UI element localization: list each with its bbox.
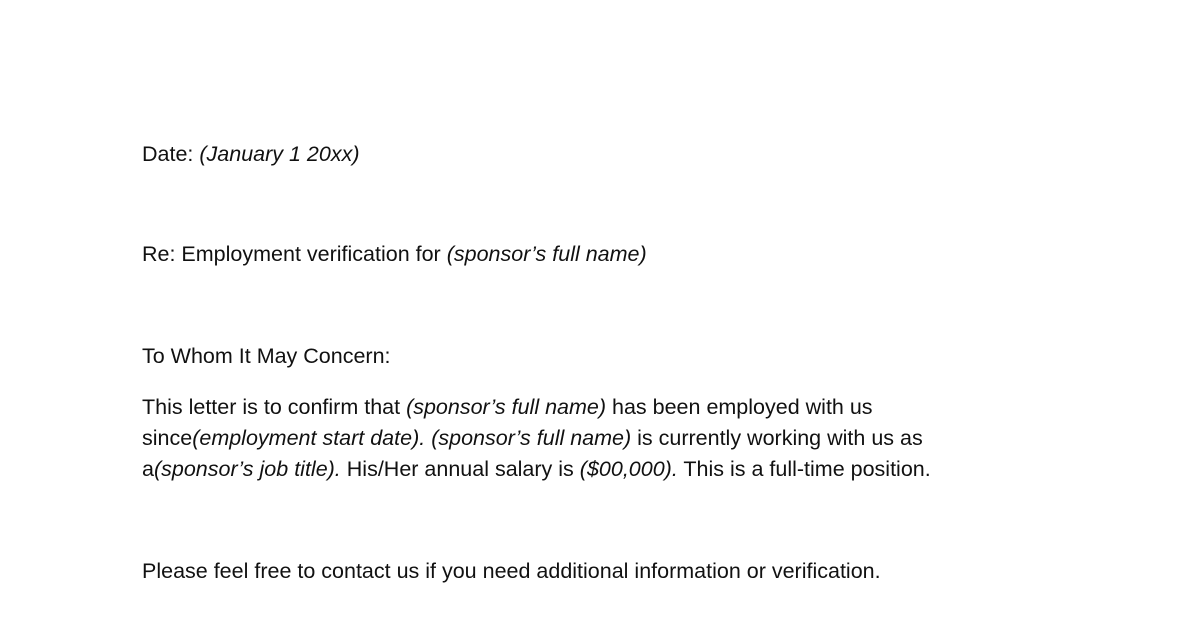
body-text: has been employed with us <box>606 395 873 419</box>
body-line-3 <box>142 454 931 485</box>
body-line-1 <box>142 392 931 423</box>
body-text: is currently working with us as <box>631 426 923 450</box>
placeholder-salary: ($00,000). <box>579 457 678 481</box>
date-value: (January 1 20xx) <box>199 142 360 166</box>
subject-label: Re: Employment verification for <box>142 242 447 266</box>
subject-sponsor-name: (sponsor’s full name) <box>446 242 647 266</box>
date-line <box>142 139 360 170</box>
date-label: Date: <box>142 142 200 166</box>
body-text: This is a full-time position. <box>677 457 931 481</box>
body-text: since <box>142 426 193 450</box>
body-text: His/Her annual salary is <box>340 457 580 481</box>
placeholder-start-date: (employment start date). <box>192 426 426 450</box>
salutation: To Whom It May Concern: <box>142 344 391 368</box>
body-text: This letter is to confirm that <box>142 395 407 419</box>
body-text: a <box>142 457 154 481</box>
body-paragraph <box>142 392 931 485</box>
subject-line <box>142 239 647 270</box>
placeholder-sponsor-name: (sponsor’s full name) <box>406 395 607 419</box>
closing-line: Please feel free to contact us if you need additional information or verification. <box>142 559 881 583</box>
placeholder-sponsor-name: (sponsor’s full name) <box>431 426 632 450</box>
placeholder-job-title: (sponsor’s job title). <box>153 457 341 481</box>
body-line-2 <box>142 423 931 454</box>
